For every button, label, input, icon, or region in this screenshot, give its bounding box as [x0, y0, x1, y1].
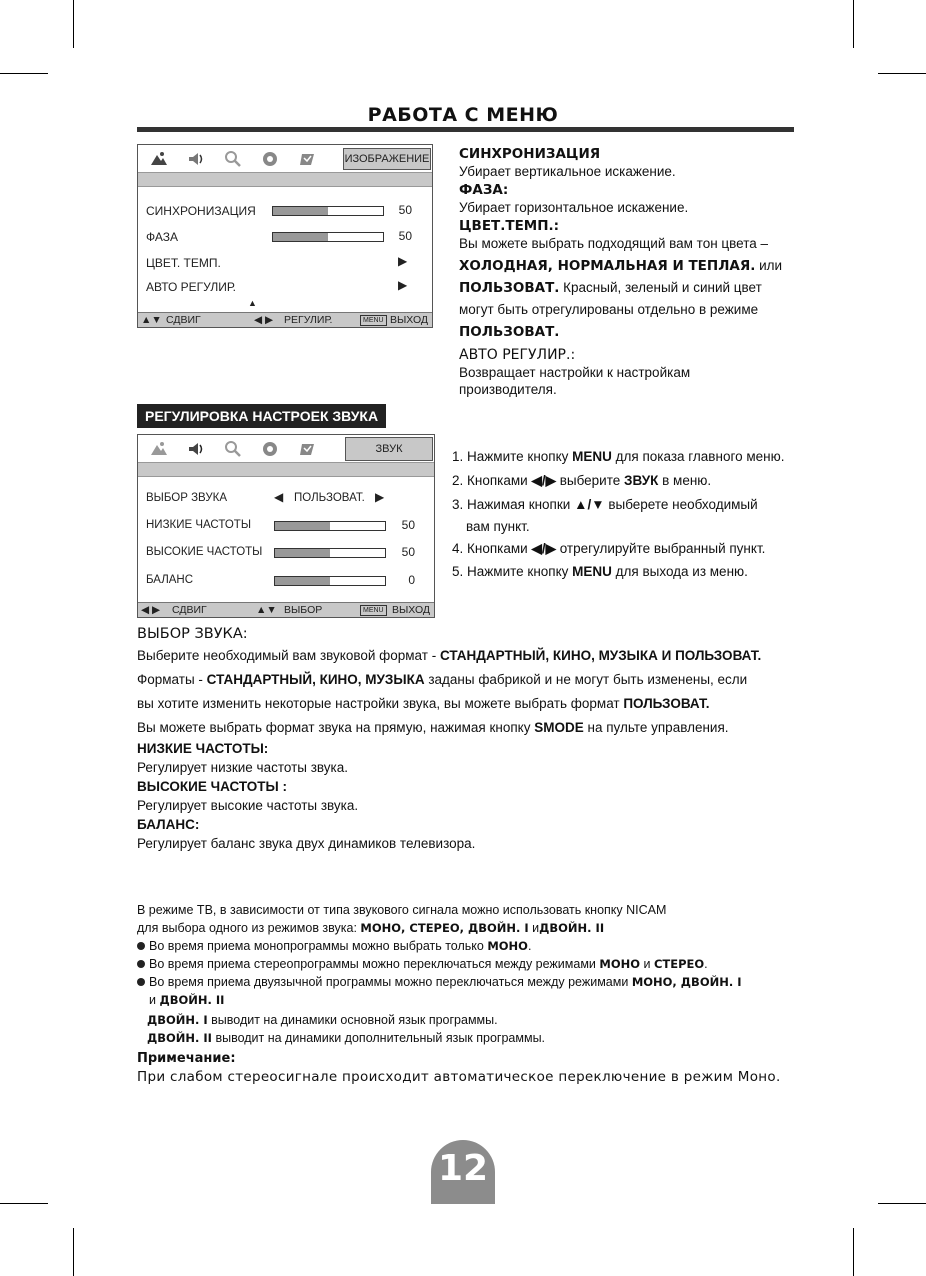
crop-mark [73, 0, 74, 48]
text-fragment: выберите [555, 473, 625, 488]
menu-item-phase[interactable]: ФАЗА [146, 230, 178, 244]
text-fragment: и [528, 921, 540, 935]
phase-text: Убирает горизонтальное искажение. [459, 200, 689, 215]
search-icon[interactable] [223, 439, 243, 459]
search-icon[interactable] [223, 149, 243, 169]
arrow-right-icon[interactable]: ▶ [398, 278, 408, 292]
nicam-bullet-1 [137, 937, 797, 955]
text-fragment: МОНО, ДВОЙН. I [631, 975, 742, 989]
gear-icon[interactable] [260, 149, 280, 169]
balance-heading: БАЛАНС: [137, 817, 200, 832]
color-temp-options: ХОЛОДНАЯ, НОРМАЛЬНАЯ И ТЕПЛАЯ. [459, 258, 756, 274]
text-fragment: для выхода из меню. [611, 564, 748, 579]
sync-slider[interactable] [272, 206, 384, 216]
crop-mark [878, 1203, 926, 1204]
sound-section-banner: РЕГУЛИРОВКА НАСТРОЕК ЗВУКА [137, 404, 386, 428]
nicam-section [137, 901, 797, 1086]
picture-icon[interactable] [149, 439, 169, 459]
sync-value: 50 [398, 203, 412, 217]
sound-mode-line-2 [137, 668, 817, 692]
text-fragment: выводит на динамики дополнительный язык программы. [211, 1031, 546, 1045]
tab-sound[interactable]: ЗВУК [345, 437, 433, 461]
note-heading: Примечание: [137, 1051, 236, 1066]
sound-descriptions [137, 624, 817, 854]
tag-icon[interactable] [298, 439, 318, 459]
nicam-bullet-3 [137, 973, 797, 991]
text-fragment: 5. Нажмите кнопку [452, 564, 573, 579]
text-fragment: и [149, 993, 160, 1007]
arrow-right-icon[interactable]: ▶ [398, 254, 408, 268]
bass-heading: НИЗКИЕ ЧАСТОТЫ: [137, 741, 269, 756]
treble-level [275, 549, 330, 557]
text-fragment: 1. Нажмите кнопку [452, 449, 573, 464]
text-fragment: ДВОЙН. I [147, 1013, 208, 1027]
bass-slider[interactable] [274, 521, 386, 531]
text-fragment: Во время приема стереопрограммы можно переключаться между режимами [149, 957, 600, 971]
step-1 [452, 449, 784, 464]
bullet-icon [137, 942, 145, 950]
menu-item-sound-mode[interactable]: ВЫБОР ЗВУКА [146, 492, 227, 504]
footer-adjust: РЕГУЛИР. [284, 314, 333, 326]
text-fragment: ЗВУК [624, 473, 659, 488]
menu-item-sync[interactable]: СИНХРОНИЗАЦИЯ [146, 204, 256, 218]
osd-footer [138, 312, 432, 327]
step-3-cont: вам пункт. [466, 519, 530, 534]
text-fragment: 3. Нажимая кнопки [452, 497, 575, 512]
sync-heading: СИНХРОНИЗАЦИЯ [459, 146, 601, 162]
menu-key-icon: MENU [360, 605, 387, 616]
menu-item-bass[interactable]: НИЗКИЕ ЧАСТОТЫ [146, 519, 252, 531]
bullet-icon [137, 960, 145, 968]
crop-mark [0, 1203, 48, 1204]
text-fragment: Во время приема монопрограммы можно выбрать только [149, 939, 488, 953]
text-fragment: . [527, 939, 532, 953]
sync-level [273, 207, 328, 215]
text-fragment: ДВОЙН. II [159, 993, 225, 1007]
menu-item-color-temp[interactable]: ЦВЕТ. ТЕМП. [146, 256, 221, 270]
footer-exit: ВЫХОД [392, 604, 431, 616]
phase-heading: ФАЗА: [459, 182, 509, 198]
bass-value: 50 [401, 518, 415, 532]
text-fragment: ПОЛЬЗОВАТ. [623, 696, 710, 711]
bass-text: Регулирует низкие частоты звука. [137, 760, 349, 775]
menu-key-icon: MENU [360, 315, 387, 326]
color-temp-text-4: могут быть отрегулированы отдельно в режиме [459, 302, 759, 317]
auto-adjust-text-1: Возвращает настройки к настройкам [459, 365, 691, 380]
arrow-keys-icon: ◀/▶ [531, 473, 556, 488]
dual-2-line [137, 1029, 797, 1047]
text-fragment: для выбора одного из режимов звука: [137, 921, 361, 935]
color-temp-heading: ЦВЕТ.ТЕМП.: [459, 218, 560, 234]
nicam-line-1: В режиме ТВ, в зависимости от типа звукового сигнала можно использовать кнопку NICAM [137, 903, 667, 917]
treble-value: 50 [401, 545, 415, 559]
text-fragment: СТЕРЕО [653, 957, 705, 971]
step-3 [452, 497, 758, 512]
arrow-keys-icon: ◀/▶ [531, 541, 556, 556]
osd-header-band [138, 462, 434, 477]
text-fragment: МОНО, СТЕРЕО, ДВОЙН. I [360, 921, 529, 935]
color-temp-text-2: или [755, 258, 783, 273]
crop-mark [0, 73, 48, 74]
step-5 [452, 564, 748, 579]
sound-mode-value[interactable]: ПОЛЬЗОВАТ. [294, 492, 365, 504]
nicam-line-2 [137, 919, 797, 937]
crop-mark [853, 1228, 854, 1276]
osd-icon-bar [138, 145, 432, 173]
osd-sound-menu [137, 434, 435, 618]
title-rule [137, 127, 794, 132]
text-fragment: 2. Кнопками [452, 473, 532, 488]
page-number: 12 [431, 1140, 495, 1204]
color-temp-text-3: Красный, зеленый и синий цвет [559, 280, 762, 295]
menu-item-treble[interactable]: ВЫСОКИЕ ЧАСТОТЫ [146, 546, 263, 558]
phase-slider[interactable] [272, 232, 384, 242]
color-temp-text-1: Вы можете выбрать подходящий вам тон цвета – [459, 236, 769, 251]
crop-mark [853, 0, 854, 48]
updown-icon: ▲▼ [256, 604, 277, 616]
balance-value: 0 [408, 573, 415, 587]
tag-icon[interactable] [298, 149, 318, 169]
phase-level [273, 233, 328, 241]
text-fragment: ДВОЙН. II [147, 1031, 212, 1045]
text-fragment: для показа главного меню. [611, 449, 785, 464]
text-fragment: Во время приема двуязычной программы можно переключаться между режимами [149, 975, 632, 989]
sound-mode-heading: ВЫБОР ЗВУКА: [137, 626, 248, 642]
text-fragment: заданы фабрикой и не могут быть изменены, если [424, 672, 748, 687]
text-fragment: отрегулируйте выбранный пункт. [555, 541, 766, 556]
treble-text: Регулирует высокие частоты звука. [137, 798, 359, 813]
arrow-right-icon[interactable]: ▶ [375, 490, 385, 504]
osd-header-band [138, 172, 432, 187]
text-fragment: на пульте управления. [583, 720, 729, 735]
note-text: При слабом стереосигнале происходит автоматическое переключение в режим Моно. [137, 1069, 781, 1085]
text-fragment: МОНО [487, 939, 528, 953]
text-fragment: в меню. [658, 473, 712, 488]
balance-slider[interactable] [274, 576, 386, 586]
sound-icon[interactable] [186, 149, 206, 169]
auto-adjust-heading: АВТО РЕГУЛИР.: [459, 347, 576, 363]
bass-level [275, 522, 330, 530]
osd-picture-menu [137, 144, 433, 328]
text-fragment: выберете необходимый [604, 497, 758, 512]
text-fragment: СТАНДАРТНЫЙ, КИНО, МУЗЫКА И ПОЛЬЗОВАТ. [439, 648, 762, 663]
bullet-icon [137, 978, 145, 986]
step-2 [452, 473, 711, 489]
menu-item-auto-adjust[interactable]: АВТО РЕГУЛИР. [146, 280, 236, 294]
text-fragment: MENU [572, 564, 612, 579]
text-fragment: СТАНДАРТНЫЙ, КИНО, МУЗЫКА [206, 672, 425, 687]
page-title: РАБОТА С МЕНЮ [367, 104, 559, 126]
menu-item-balance[interactable]: БАЛАНС [146, 574, 194, 586]
leftright-icon: ◀ ▶ [141, 604, 161, 616]
dual-1-line [137, 1011, 797, 1029]
text-fragment: SMODE [534, 720, 584, 735]
text-fragment: и [640, 957, 654, 971]
text-fragment: выводит на динамики основной язык программы. [207, 1013, 498, 1027]
auto-adjust-text-2: производителя. [459, 382, 557, 397]
footer-move: СДВИГ [172, 604, 207, 616]
balance-text: Регулирует баланс звука двух динамиков телевизора. [137, 836, 476, 851]
text-fragment: . [704, 957, 708, 971]
text-fragment: Выберите необходимый вам звуковой формат - [137, 648, 440, 663]
crop-mark [73, 1228, 74, 1276]
picture-icon[interactable] [149, 149, 169, 169]
text-fragment: ДВОЙН. II [539, 921, 605, 935]
step-4 [452, 541, 765, 557]
tab-picture[interactable]: ИЗОБРАЖЕНИЕ [343, 148, 431, 170]
footer-move: СДВИГ [166, 314, 201, 326]
osd-footer [138, 602, 434, 617]
sound-icon[interactable] [186, 439, 206, 459]
treble-slider[interactable] [274, 548, 386, 558]
crop-mark [878, 73, 926, 74]
text-fragment: 4. Кнопками [452, 541, 532, 556]
color-temp-user: ПОЛЬЗОВАТ. [459, 280, 560, 296]
sound-mode-line-1 [137, 644, 817, 668]
text-fragment: Форматы - [137, 672, 207, 687]
phase-value: 50 [398, 229, 412, 243]
footer-exit: ВЫХОД [390, 314, 429, 326]
nicam-bullet-3-cont [137, 991, 797, 1009]
text-fragment: Вы можете выбрать формат звука на прямую, нажимая кнопку [137, 720, 535, 735]
arrow-up-icon: ▲ [248, 298, 257, 308]
text-fragment: вы хотите изменить некоторые настройки звука, вы можете выбрать формат [137, 696, 624, 711]
updown-icon: ▲▼ [141, 314, 162, 326]
gear-icon[interactable] [260, 439, 280, 459]
footer-select: ВЫБОР [284, 604, 323, 616]
text-fragment: МОНО [599, 957, 640, 971]
picture-descriptions [459, 144, 799, 398]
nicam-bullet-2 [137, 955, 797, 973]
treble-heading: ВЫСОКИЕ ЧАСТОТЫ : [137, 779, 288, 794]
leftright-icon: ◀ ▶ [254, 314, 274, 326]
arrow-keys-icon: ▲/▼ [574, 497, 605, 512]
sound-mode-line-3 [137, 692, 817, 716]
color-temp-user-2: ПОЛЬЗОВАТ. [459, 324, 560, 340]
sound-mode-line-4 [137, 716, 817, 740]
sync-text: Убирает вертикальное искажение. [459, 164, 676, 179]
arrow-left-icon[interactable]: ◀ [274, 490, 284, 504]
text-fragment: MENU [572, 449, 612, 464]
osd-icon-bar [138, 435, 434, 463]
balance-level [275, 577, 330, 585]
